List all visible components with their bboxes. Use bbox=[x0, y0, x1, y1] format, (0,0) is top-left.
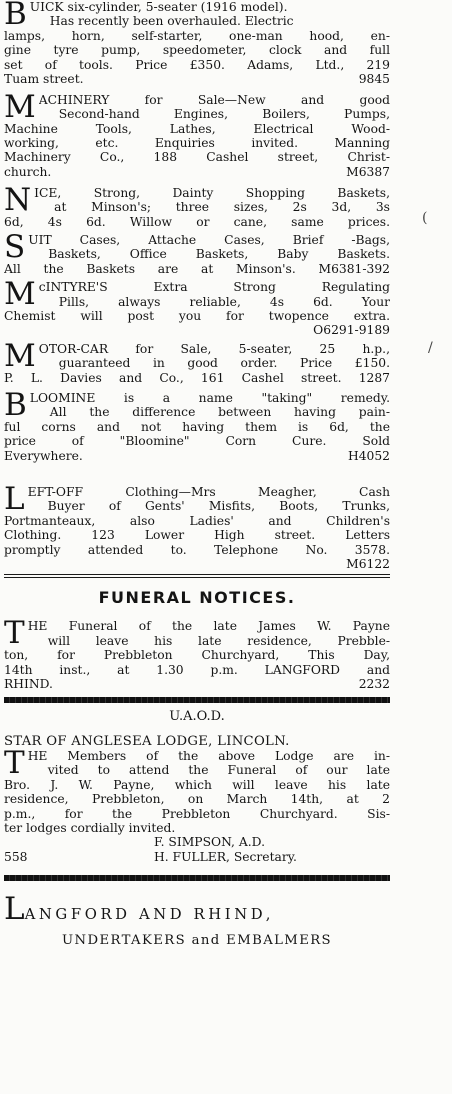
ad-line: set of tools. Price £350. Adams, Ltd., 219 bbox=[4, 57, 390, 72]
ad-line: ful corns and not having them is 6d, the bbox=[4, 419, 390, 434]
ad-line: Baskets, Office Baskets, Baby Baskets. bbox=[48, 247, 390, 262]
notice-line: 14th inst., at 1.30 p.m. LANGFORD and bbox=[4, 662, 390, 677]
drop-cap: L bbox=[4, 891, 25, 928]
ad-line: UICK six-cylinder, 5-seater (1916 model). bbox=[29, 0, 288, 14]
ad-line: Buyer of Gents' Misfits, Boots, Trunks, bbox=[47, 499, 390, 514]
ad-line: at Minson's; three sizes, 2s 3d, 3s bbox=[54, 200, 390, 215]
ad-line: working, etc. Enquiries invited. Manning bbox=[4, 136, 390, 151]
drop-cap: L bbox=[4, 481, 25, 517]
ad-code: M6122 bbox=[346, 557, 390, 572]
ad-line: LOOMINE is a name "taking" remedy. bbox=[29, 390, 390, 405]
drop-cap: M bbox=[4, 337, 36, 374]
margin-mark: / bbox=[428, 340, 433, 356]
section-divider bbox=[4, 574, 390, 578]
classified-ad-motor-car bbox=[4, 337, 390, 385]
ad-line: ICE, Strong, Dainty Shopping Baskets, bbox=[34, 185, 390, 200]
ad-line: cINTYRE'S Extra Strong Regulating bbox=[38, 280, 390, 295]
drop-cap: N bbox=[4, 181, 32, 218]
classified-ad-buick bbox=[4, 0, 390, 87]
ad-line: Machinery Co., 188 Cashel street, Christ- bbox=[4, 150, 390, 165]
signature-simpson: F. SIMPSON, A.D. bbox=[154, 835, 265, 850]
notice-line: ton, for Prebbleton Churchyard, This Day, bbox=[4, 648, 390, 663]
notice-code: 2232 bbox=[358, 677, 390, 692]
ad-line: Portmanteaux, also Ladies' and Children's bbox=[4, 513, 390, 528]
drop-cap: B bbox=[4, 386, 27, 423]
ad-line: UIT Cases, Attache Cases, Brief -Bags, bbox=[28, 232, 390, 247]
signature-line bbox=[4, 835, 390, 850]
ad-line: Machine Tools, Lathes, Electrical Wood- bbox=[4, 121, 390, 136]
ad-line: EFT-OFF Clothing—Mrs Meagher, Cash bbox=[27, 485, 390, 499]
firm-name bbox=[4, 891, 390, 927]
heavy-divider bbox=[4, 875, 390, 881]
section-heading: FUNERAL NOTICES. bbox=[98, 588, 296, 608]
notice-line: Bro. J. W. Payne, which will leave his late bbox=[4, 777, 390, 792]
ad-line: church. bbox=[4, 164, 52, 179]
notice-line: vited to attend the Funeral of our late bbox=[47, 763, 390, 778]
newspaper-column bbox=[4, 0, 390, 948]
drop-cap: M bbox=[4, 88, 36, 125]
ad-line: OTOR-CAR for Sale, 5-seater, 25 h.p., bbox=[38, 341, 390, 356]
ad-line: Second-hand Engines, Boilers, Pumps, bbox=[58, 107, 390, 122]
notice-line: p.m., for the Prebbleton Churchyard. Sis- bbox=[4, 806, 390, 821]
ad-line: guaranteed in good order. Price £150. bbox=[58, 356, 390, 371]
ad-line: Tuam street. bbox=[4, 72, 84, 87]
ad-line: promptly attended to. Telephone No. 3578. bbox=[4, 542, 390, 557]
ad-code: O6291-9189 bbox=[313, 323, 390, 338]
drop-cap: S bbox=[4, 228, 26, 265]
classified-ad-suit-cases bbox=[4, 228, 390, 276]
drop-cap: M bbox=[4, 276, 36, 313]
ad-line: Pills, always reliable, 4s 6d. Your bbox=[58, 294, 390, 309]
notice-line: HE Members of the above Lodge are in- bbox=[27, 748, 390, 763]
ad-line: price of "Bloomine" Corn Cure. Sold bbox=[4, 434, 390, 449]
ad-line: Everywhere. H4052 bbox=[4, 448, 390, 463]
notice-line: residence, Prebbleton, on March 14th, at 2 bbox=[4, 792, 390, 807]
firm-subtitle: UNDERTAKERS and EMBALMERS bbox=[62, 933, 332, 949]
signature-line bbox=[4, 850, 390, 865]
ad-line: All the difference between having pain- bbox=[49, 405, 390, 420]
classified-ad-machinery bbox=[4, 88, 390, 180]
signature-fuller: H. FULLER, Secretary. bbox=[154, 850, 297, 865]
notice-line: HE Funeral of the late James W. Payne bbox=[27, 619, 390, 634]
notice-code: 558 bbox=[4, 850, 28, 865]
ad-code: 9845 bbox=[358, 72, 390, 87]
ad-line: Chemist will post you for twopence extra. bbox=[4, 308, 390, 323]
notice-line: will leave his late residence, Prebble- bbox=[47, 633, 390, 648]
drop-cap: T bbox=[4, 744, 25, 781]
ad-code: M6387 bbox=[346, 165, 390, 180]
classified-ad-shopping-baskets bbox=[4, 181, 390, 229]
heavy-divider bbox=[4, 697, 390, 703]
classified-ad-bloomine bbox=[4, 386, 390, 463]
ad-line: Clothing. 123 Lower High street. Letters bbox=[4, 528, 390, 543]
organisation-heading: U.A.O.D. bbox=[169, 708, 225, 724]
ad-line: ACHINERY for Sale—New and good bbox=[38, 92, 390, 107]
ad-line: lamps, horn, self-starter, one-man hood, en- bbox=[4, 28, 390, 43]
firm-name-text: ANGFORD AND RHIND, bbox=[24, 906, 275, 924]
ad-line: 6d, 4s 6d. Willow or cane, same prices. bbox=[4, 214, 390, 229]
ad-line: P. L. Davies and Co., 161 Cashel street. 1287 bbox=[4, 370, 390, 385]
lodge-notice bbox=[4, 744, 390, 835]
funeral-notice-payne bbox=[4, 615, 390, 692]
ad-line: Has recently been overhauled. Electric bbox=[49, 14, 294, 29]
ad-line: All the Baskets are at Minson's. M6381-392 bbox=[4, 261, 390, 276]
notice-line: RHIND. bbox=[4, 677, 53, 692]
classified-ad-mcintyres-pills bbox=[4, 276, 390, 338]
drop-cap: B bbox=[4, 0, 27, 32]
margin-mark: ( bbox=[422, 210, 428, 226]
classified-ad-left-off-clothing bbox=[4, 481, 390, 572]
lodge-title: STAR OF ANGLESEA LODGE, LINCOLN. bbox=[4, 733, 290, 749]
notice-line: ter lodges cordially invited. bbox=[4, 820, 176, 835]
ad-line: gine tyre pump, speedometer, clock and full bbox=[4, 43, 390, 58]
drop-cap: T bbox=[4, 615, 25, 652]
